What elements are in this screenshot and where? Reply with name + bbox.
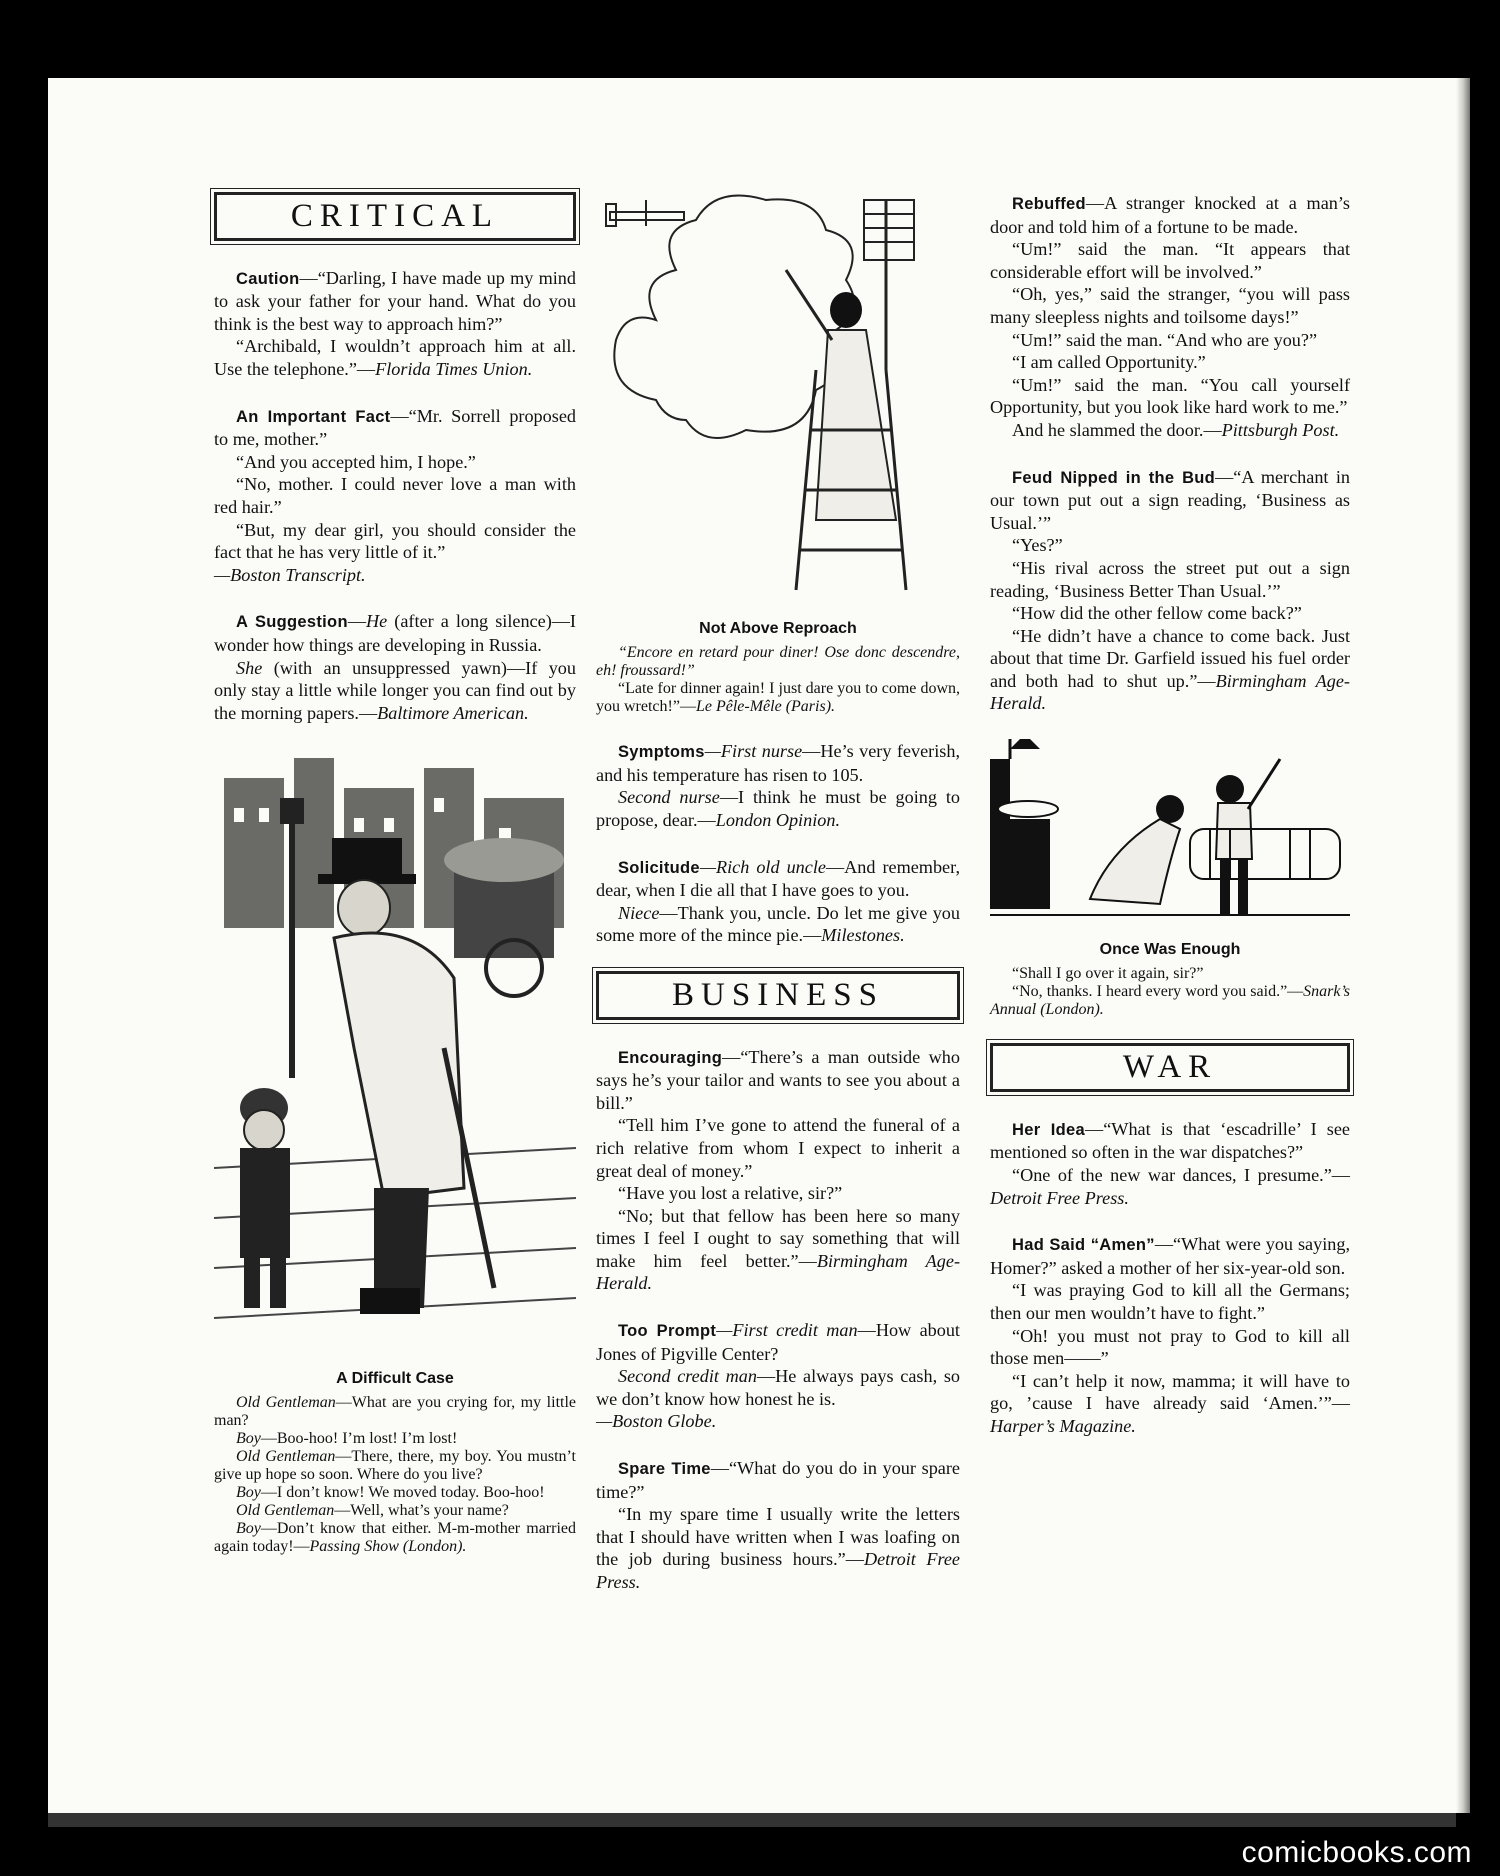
joke-had-said-amen: Had Said “Amen”—“What were you saying, Homer?” asked a mother of her six-year-old son. “I was praying God to kill all the Germans; then our men wouldn’t have to fight.” “Oh! you must not pray to God to kill all those men——” “I can’t help it now, mamma; it will have to go, ’cause I have already said ‘Amen.’”—Harper’s Magazine. <box>990 1234 1350 1436</box>
joke-source: Birmingham Age-Herald. <box>596 1250 960 1294</box>
joke-heading: Caution <box>236 269 300 288</box>
joke-source: Passing Show (London). <box>309 1538 467 1556</box>
joke-her-idea: Her Idea—“What is that ‘escadrille’ I see mentioned so often in the war dispatches?” “One of the new war dances, I presume.”—Detroit Free Press. <box>990 1118 1350 1208</box>
joke-heading: Her Idea <box>1012 1120 1086 1139</box>
section-title-war: WAR <box>990 1043 1350 1092</box>
joke-heading: Spare Time <box>618 1460 711 1479</box>
joke-not-above-reproach: “Encore en retard pour diner! Ose donc descendre, eh! froussard!” “Late for dinner again! I just dare you to come down, you wretch!”—Le Pêle-Mêle (Paris). <box>596 644 960 716</box>
joke-heading: Encouraging <box>618 1048 723 1067</box>
joke-heading: Had Said “Amen” <box>1012 1236 1155 1255</box>
joke-source: Detroit Free Press. <box>596 1549 960 1592</box>
joke-suggestion: A Suggestion—He (after a long silence)—I wonder how things are developing in Russia. She (with an unsuppressed yawn)—If you only stay a little while longer you can find out by the morning papers.—Baltimore American. <box>214 611 576 723</box>
joke-source: Florida Times Union. <box>375 358 533 379</box>
joke-encouraging: Encouraging—“There’s a man outside who says he’s your tailor and wants to see you about a bill.” “Tell him I’ve gone to attend the funeral of a rich relative from whom I expect to inherit a great deal of money.” “Have you lost a relative, sir?” “No; but that fellow has been here so many times I feel I ought to say something that will make him feel better.”—Birmingham Age-Herald. <box>596 1046 960 1294</box>
section-title-business: BUSINESS <box>596 971 960 1020</box>
joke-source: Pittsburgh Post. <box>1221 419 1340 440</box>
illustration-cloud-and-woman-on-ladder <box>596 190 960 608</box>
joke-important-fact: An Important Fact—“Mr. Sorrell proposed to me, mother.” “And you accepted him, I hope.” “No, mother. I could never love a man with red hair.” “But, my dear girl, you should consider the fact that he has very little of it.” —Boston Transcript. <box>214 405 576 585</box>
joke-source: London Opinion. <box>715 809 840 830</box>
column-critical <box>214 192 576 1556</box>
joke-solicitude: Solicitude—Rich old uncle—And remember, dear, when I die all that I have goes to you. Niece—Thank you, uncle. Do let me give you some more of the mince pie.—Milestones. <box>596 856 960 946</box>
joke-heading: A Suggestion <box>236 613 348 632</box>
joke-source: Milestones. <box>821 925 905 946</box>
joke-source: Detroit Free Press. <box>990 1187 1129 1208</box>
joke-heading: Solicitude <box>618 858 700 877</box>
joke-spare-time: Spare Time—“What do you do in your spare time?” “In my spare time I usually write the letters that I should have written when I was loafing on the job during business hours.”—Detroit Free Press. <box>596 1458 961 1592</box>
column-right <box>990 192 1350 1462</box>
joke-source: Harper’s Magazine. <box>990 1415 1136 1436</box>
joke-source: Snark’s Annual (London). <box>990 983 1350 1019</box>
column-middle <box>596 190 960 1618</box>
illustration-customer-in-barbershop <box>990 739 1350 929</box>
caption-difficult-case: A Difficult Case <box>336 1369 454 1387</box>
page-bottom-edge <box>48 1813 1456 1827</box>
illustration-old-gentleman-and-boy <box>214 748 576 1358</box>
joke-heading: Too Prompt <box>618 1322 717 1341</box>
joke-heading: Rebuffed <box>1012 195 1086 213</box>
watermark: comicbooks.com <box>1241 1836 1472 1869</box>
joke-source: Birmingham Age-Herald. <box>990 670 1350 714</box>
caption-not-above-reproach: Not Above Reproach <box>699 619 857 637</box>
joke-heading: Feud Nipped in the Bud <box>1012 468 1216 487</box>
joke-caution: Caution—“Darling, I have made up my mind to ask your father for your hand. What do you think is the best way to approach him?” “Archibald, I wouldn’t approach him at all. Use the telephone.”—Florida Times Union. <box>214 267 576 379</box>
joke-source: Baltimore American. <box>377 702 529 723</box>
caption-once-was-enough: Once Was Enough <box>1099 940 1241 958</box>
joke-source: —Boston Globe. <box>596 1411 717 1432</box>
page-spine <box>1456 78 1470 1813</box>
joke-source: —Boston Transcript. <box>214 564 366 585</box>
joke-heading: Symptoms <box>618 743 705 762</box>
joke-rebuffed: Rebuffed—A stranger knocked at a man’s door and told him of a fortune to be made. “Um!” said the man. “It appears that considerable effort will be involved.” “Oh, yes,” said the stranger, “you will pass many sleepless nights and toilsome days!” “Um!” said the man. “And who are you?” “I am called Opportunity.” “Um!” said the man. “You call yourself Opportunity, but you look like hard work to me.” And he slammed the door.—Pittsburgh Post. <box>990 193 1350 440</box>
joke-once-was-enough: “Shall I go over it again, sir?” “No, thanks. I heard every word you said.”—Snark’s Annual (London). <box>990 965 1350 1019</box>
joke-feud-nipped: Feud Nipped in the Bud—“A merchant in our town put out a sign reading, ‘Business as Usual.’” “Yes?” “His rival across the street put out a sign reading, ‘Business Better Than Usual.’” “How did the other fellow come back?” “He didn’t have a chance to come back. Just about that time Dr. Garfield issued his fuel order and both had to shut up.”—Birmingham Age-Herald. <box>990 466 1351 714</box>
dialogue-difficult-case: Old Gentleman—What are you crying for, my little man? Boy—Boo-hoo! I’m lost! I’m lost! Old Gentleman—There, there, my boy. You mustn’t give up hope so soon. Where do you live? Boy—I don’t know! We moved today. Boo-hoo! Old Gentleman—Well, what’s your name? Boy—Don’t know that either. M-m-mother married again today!—Passing Show (London). <box>214 1394 577 1556</box>
joke-symptoms: Symptoms—First nurse—He’s very feverish, and his temperature has risen to 105. Second nurse—I think he must be going to propose, dear.—London Opinion. <box>596 741 961 830</box>
section-title-critical: CRITICAL <box>214 192 576 241</box>
joke-too-prompt: Too Prompt—First credit man—How about Jones of Pigville Center? Second credit man—He always pays cash, so we don’t know how honest he is. —Boston Globe. <box>596 1320 960 1432</box>
joke-source: Le Pêle-Mêle (Paris). <box>695 698 836 716</box>
joke-heading: An Important Fact <box>236 407 391 426</box>
